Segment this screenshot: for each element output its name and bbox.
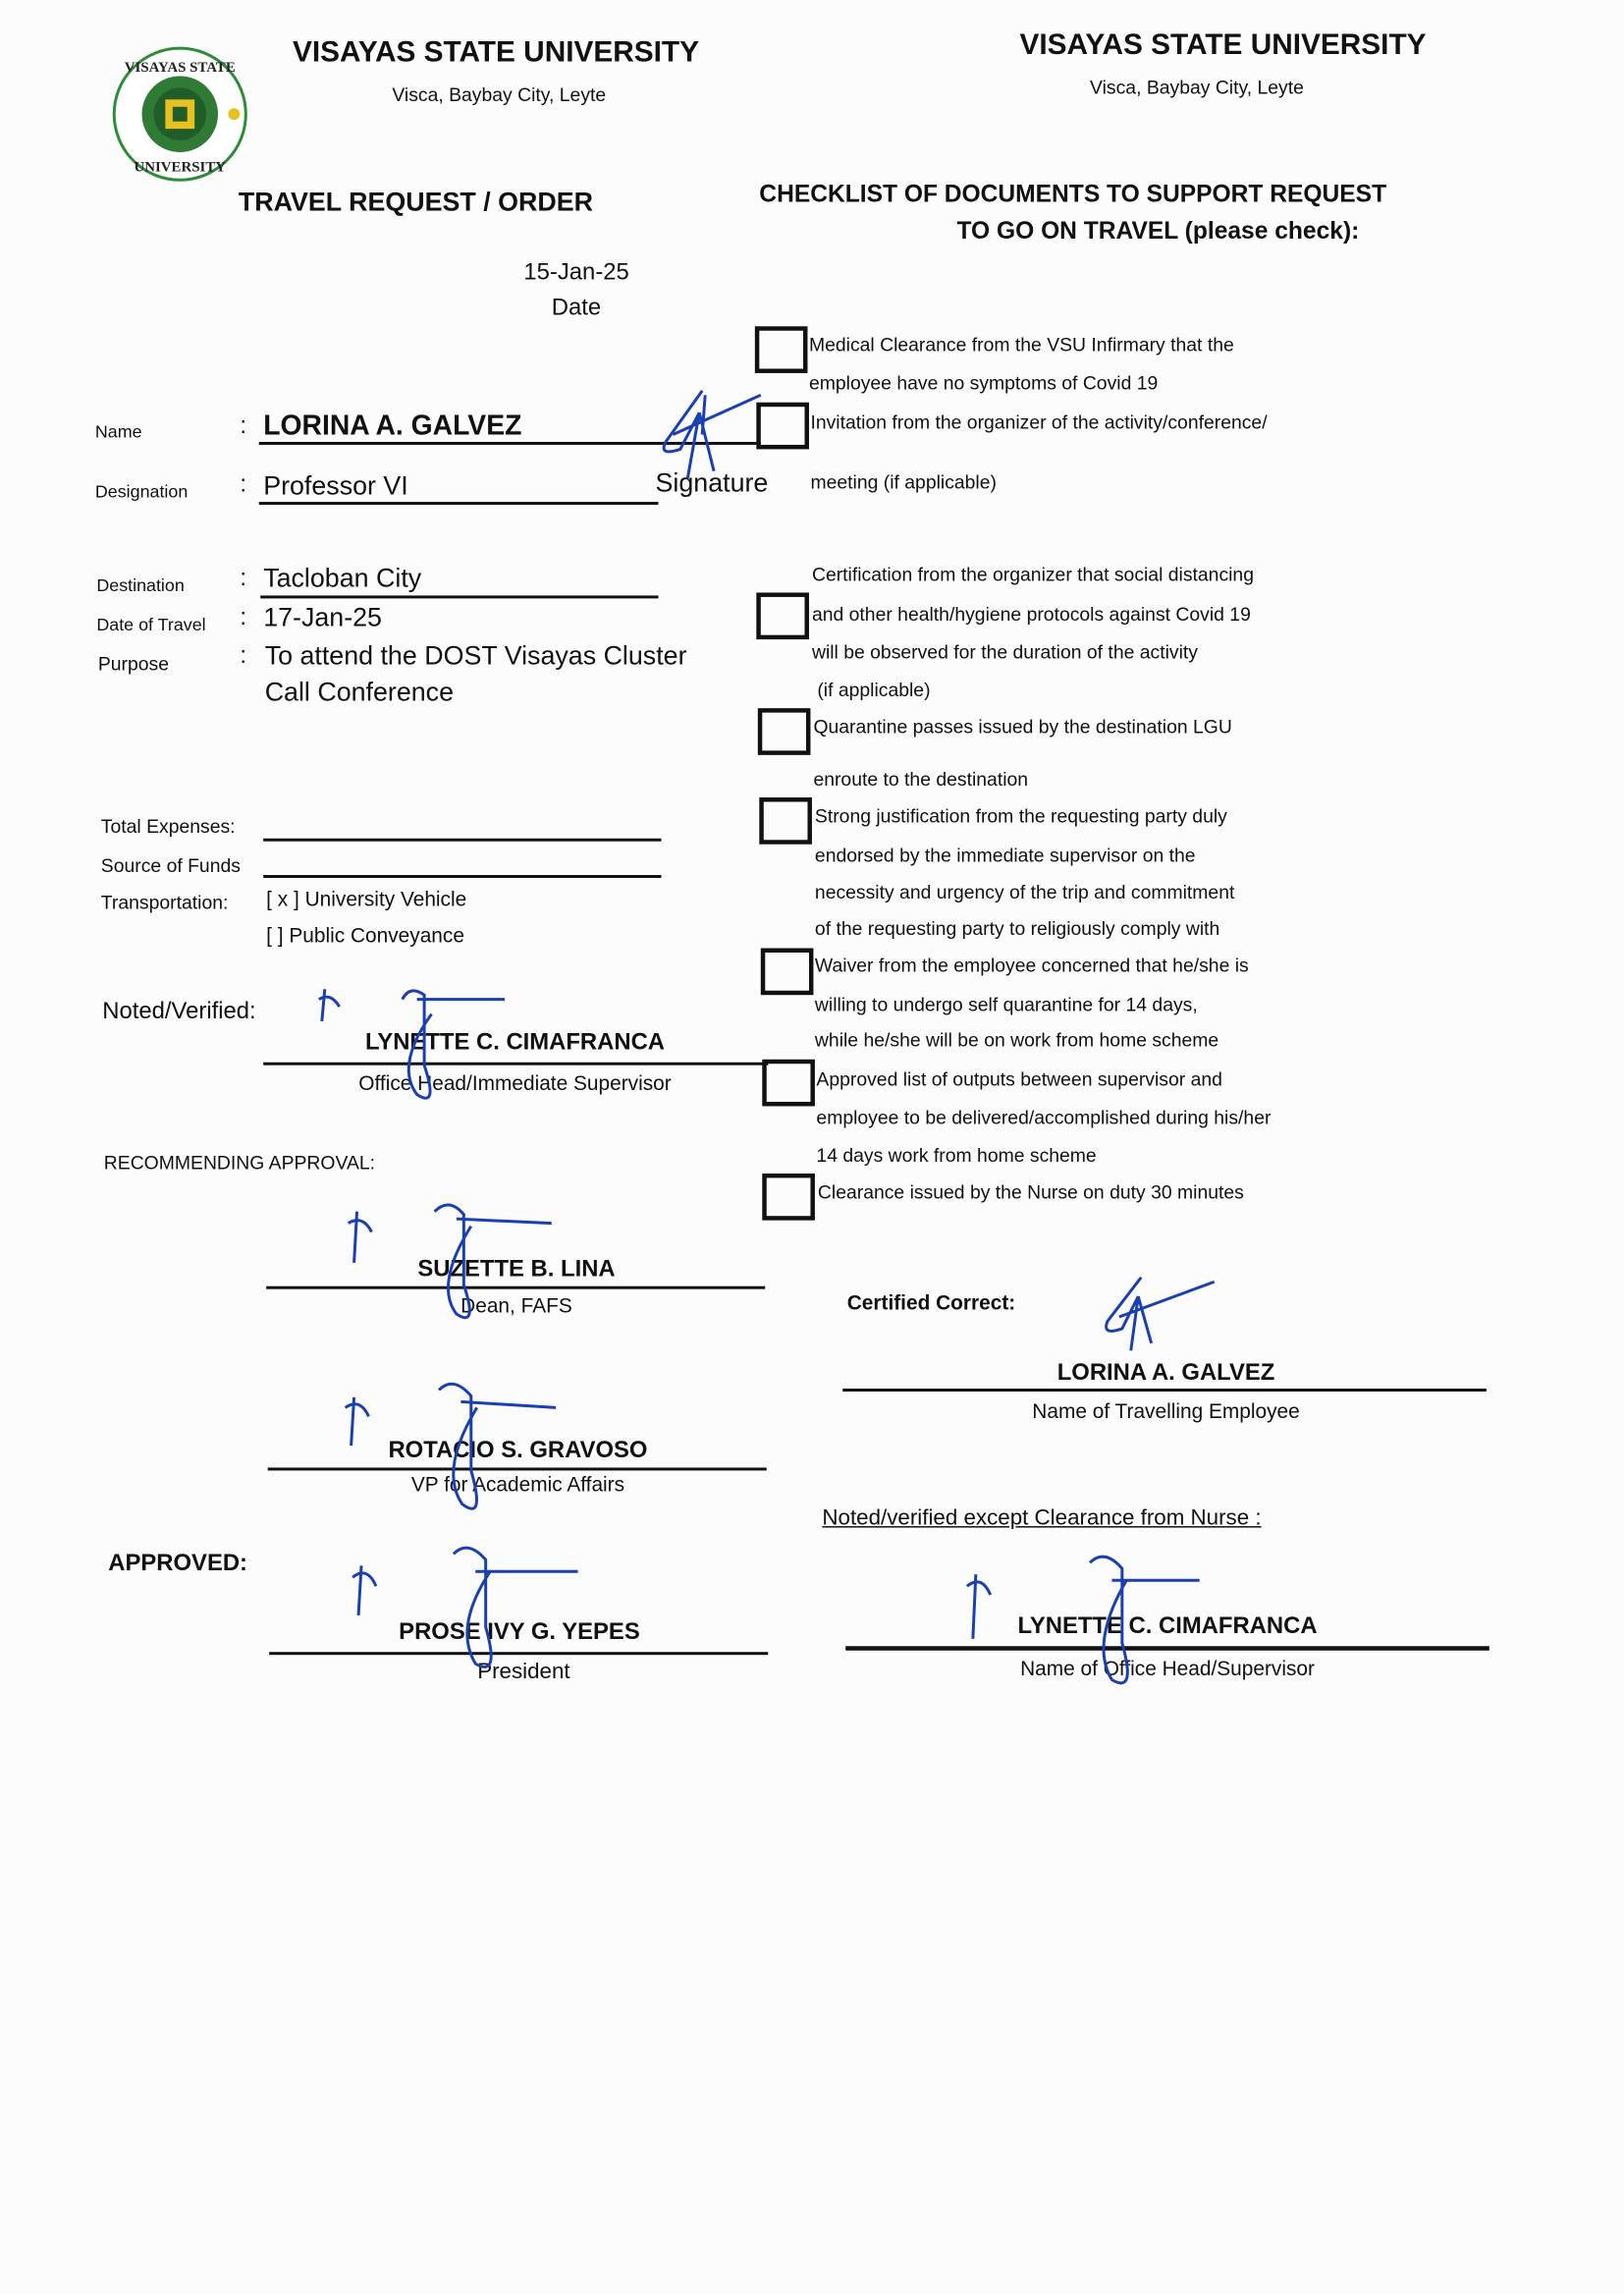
certified-title: Name of Travelling Employee	[1032, 1398, 1300, 1423]
date-label: Date	[551, 295, 602, 321]
source-of-funds-underline	[263, 875, 661, 878]
address-left: Visca, Baybay City, Leyte	[392, 82, 607, 106]
name-label: Name	[94, 421, 142, 442]
certified-correct-label: Certified Correct:	[846, 1290, 1016, 1315]
approved-label: APPROVED:	[108, 1551, 247, 1576]
checklist-title-line2: TO GO ON TRAVEL (please check):	[956, 218, 1360, 245]
checkbox-unchecked: [ ]	[266, 923, 284, 948]
rec2-name: ROTACIO S. GRAVOSO	[388, 1438, 648, 1463]
checklist-item-6: Waiver from the employee concerned that he/she is willing to undergo self quarantine for 14 days, while he/she will be on work from home scheme	[814, 954, 1249, 1051]
checklist-checkbox-2[interactable]	[756, 403, 809, 450]
total-expenses-label: Total Expenses:	[100, 814, 236, 838]
checklist-item-2: Invitation from the organizer of the activity/conference/ meeting (if applicable)	[810, 410, 1268, 494]
address-right: Visca, Baybay City, Leyte	[1090, 76, 1304, 98]
designation-label: Designation	[94, 481, 189, 503]
rec2-signature-line	[268, 1467, 767, 1470]
checklist-item-5: Strong justification from the requesting party duly endorsed by the immediate supervisor on the necessity and urgency of the trip and commitment of the requesting party to religiously comply with	[814, 804, 1235, 940]
checklist-checkbox-5[interactable]	[759, 797, 812, 845]
certified-name: LORINA A. GALVEZ	[1056, 1360, 1275, 1387]
approved-name: PROSE IVY G. YEPES	[399, 1619, 640, 1645]
destination-underline	[260, 595, 658, 598]
svg-text:UNIVERSITY: UNIVERSITY	[134, 159, 227, 176]
checklist-item-3: Certification from the organizer that social distancing and other health/hygiene protocols against Covid 19 will be observed for the duration of the activity (if applicable)	[811, 563, 1254, 701]
rec1-title: Dean, FAFS	[460, 1293, 572, 1317]
certified-signature-line	[842, 1389, 1487, 1392]
checklist-checkbox-7[interactable]	[762, 1060, 815, 1107]
transportation-label: Transportation:	[100, 891, 229, 913]
nurse-note-title: Name of Office Head/Supervisor	[1020, 1656, 1315, 1680]
name-underline	[259, 442, 761, 445]
destination-label: Destination	[96, 574, 185, 596]
university-seal-logo	[111, 45, 248, 183]
checkbox-checked: [ x ]	[266, 886, 299, 910]
purpose-line2: Call Conference	[264, 677, 455, 707]
checklist-item-7: Approved list of outputs between supervisor and employee to be delivered/accomplished during his/her 14 days work from home scheme	[816, 1067, 1272, 1167]
noted-title: Office Head/Immediate Supervisor	[358, 1070, 672, 1095]
designation-value: Professor VI	[263, 470, 408, 501]
recommending-approval-label: RECOMMENDING APPROVAL:	[103, 1151, 376, 1174]
checklist-checkbox-6[interactable]	[761, 949, 814, 996]
checklist-checkbox-3[interactable]	[756, 592, 809, 639]
colon: :	[240, 472, 246, 498]
transport-option-university-vehicle: [ x ] University Vehicle	[266, 886, 467, 910]
checklist-checkbox-8[interactable]	[762, 1174, 815, 1221]
colon: :	[240, 566, 246, 591]
approved-signature-line	[269, 1652, 768, 1655]
noted-signature-line	[263, 1063, 768, 1066]
designation-underline	[259, 502, 659, 505]
date-value: 15-Jan-25	[523, 260, 629, 286]
university-name-right: VISAYAS STATE UNIVERSITY	[1019, 28, 1427, 62]
transport-option-public-conveyance: [ ] Public Conveyance	[266, 923, 464, 948]
approved-title: President	[477, 1659, 570, 1684]
colon: :	[240, 605, 246, 631]
source-of-funds-label: Source of Funds	[100, 854, 241, 877]
purpose-label: Purpose	[97, 652, 169, 675]
name-value: LORINA A. GALVEZ	[263, 410, 522, 442]
employee-signature-2	[1090, 1270, 1221, 1357]
colon: :	[240, 643, 246, 669]
nurse-note-label: Noted/verified except Clearance from Nurse :	[822, 1505, 1262, 1531]
checklist-checkbox-1[interactable]	[755, 326, 808, 373]
signature-label: Signature	[655, 467, 769, 498]
date-of-travel-value: 17-Jan-25	[263, 602, 382, 632]
colon: :	[240, 413, 246, 439]
checklist-item-1: Medical Clearance from the VSU Infirmary that the employee have no symptoms of Covid 19	[808, 333, 1234, 394]
checklist-checkbox-4[interactable]	[758, 708, 811, 755]
form-title: TRAVEL REQUEST / ORDER	[238, 187, 593, 217]
university-name-left: VISAYAS STATE UNIVERSITY	[293, 36, 700, 70]
date-of-travel-label: Date of Travel	[96, 614, 206, 635]
noted-verified-label: Noted/Verified:	[102, 999, 256, 1024]
noted-name: LYNETTE C. CIMAFRANCA	[364, 1029, 666, 1056]
destination-value: Tacloban City	[263, 563, 422, 593]
rec2-title: VP for Academic Affairs	[410, 1471, 625, 1496]
rec1-signature-line	[266, 1286, 765, 1289]
nurse-note-signature-line	[845, 1646, 1489, 1650]
svg-text:VISAYAS STATE: VISAYAS STATE	[124, 60, 236, 77]
purpose-line1: To attend the DOST Visayas Cluster	[264, 640, 687, 671]
checklist-title-line1: CHECKLIST OF DOCUMENTS TO SUPPORT REQUEST	[759, 181, 1387, 208]
rec1-name: SUZETTE B. LINA	[417, 1256, 616, 1283]
checklist-item-4: Quarantine passes issued by the destination LGU enroute to the destination	[813, 715, 1232, 791]
checklist-item-8: Clearance issued by the Nurse on duty 30 minutes	[817, 1180, 1244, 1203]
total-expenses-underline	[263, 839, 661, 842]
nurse-note-name: LYNETTE C. CIMAFRANCA	[1017, 1613, 1318, 1639]
